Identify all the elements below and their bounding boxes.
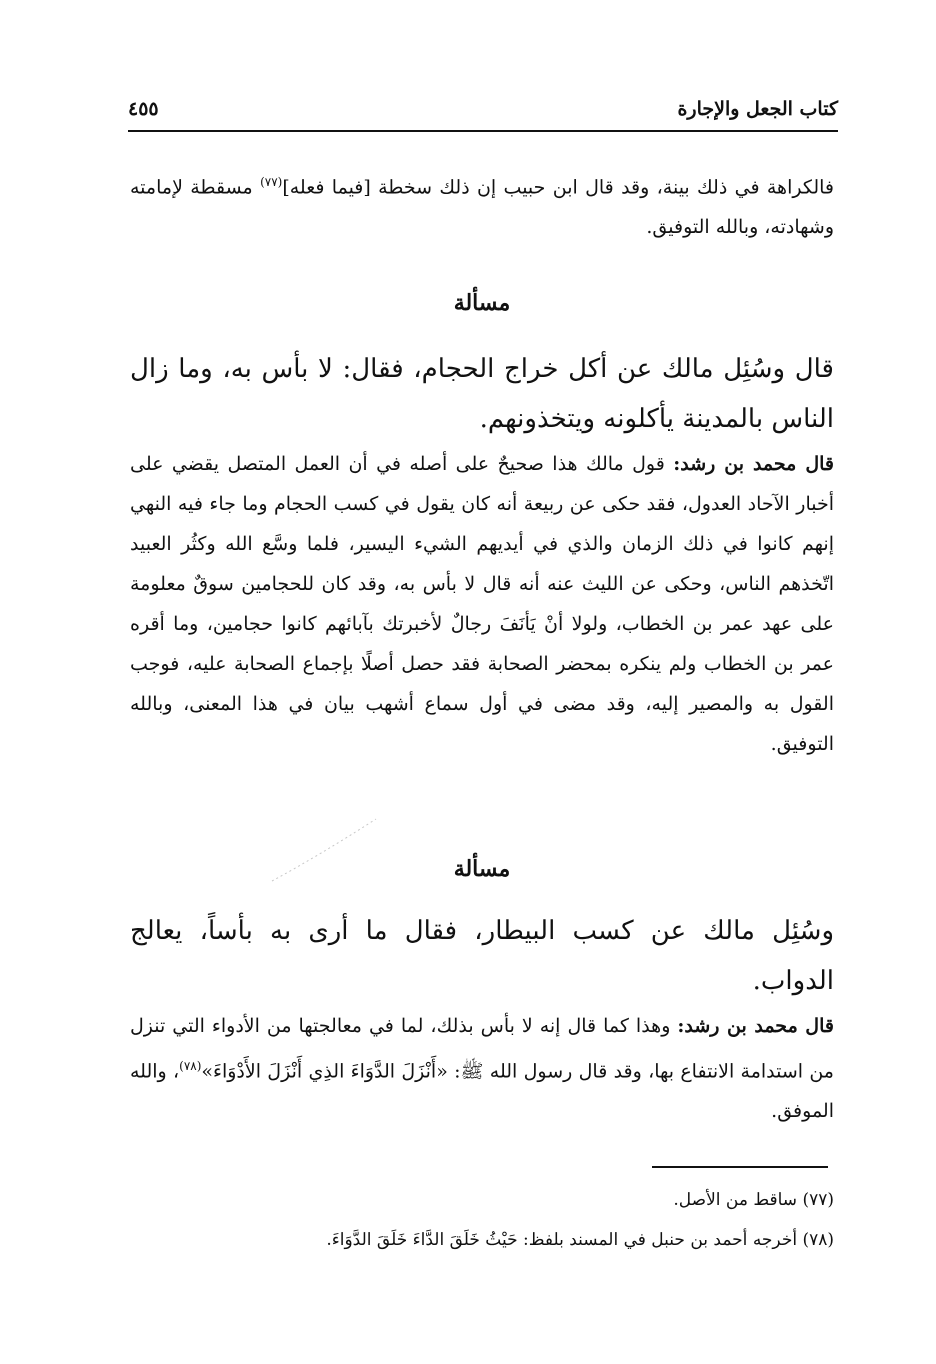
- question-paragraph-1: قال وسُئِل مالك عن أكل خراج الحجام، فقال: لا بأس به، وما زال الناس بالمدينة يأكلونه ويتخذونهم.: [130, 354, 834, 434]
- page-number: ٤٥٥: [128, 98, 159, 120]
- footnotes: [130, 1180, 834, 1260]
- intro-paragraph: [130, 162, 834, 247]
- commentary-text: قول مالك هذا صحيحٌ على أصله في أن العمل المتصل يقضي على أخبار الآحاد العدول، فقد حكى عن ربيعة أنه كان يقول في كسب الحجام وما جاء فيه النهي إنهم كانوا في ذلك الزمان والذي في أيديهم الشيء اليسير، فلما وسَّع الله وكثُر العبيد اتّخذهم الناس، وحكى عن الليث عنه أنه قال لا بأس به، وقد كان للحجامين سوقٌ معلومة على عهد عمر بن الخطاب، ولولا أنْ يَأنَفَ رجالٌ لأخبرتك بآبائهم كانوا حجامين، وما أقره عمر بن الخطاب ولم ينكره بمحضر الصحابة فقد حصل أصلًا بإجماع الصحابة عليه، فوجب القول به والمصير إليه، وقد مضى في أول سماع أشهب بيان في هذا المعنى، وبالله التوفيق.: [130, 453, 834, 755]
- running-header: [128, 96, 838, 132]
- footnote-separator: [652, 1166, 828, 1168]
- question-paragraph-2: وسُئِل مالك عن كسب البيطار، فقال ما أرى به بأساً، يعالج الدواب.: [130, 916, 834, 996]
- commentator-name: قال محمد بن رشد:: [677, 1015, 834, 1037]
- footnote-77: (٧٧) ساقط من الأصل.: [673, 1190, 834, 1210]
- footnote-ref-78[interactable]: (٧٨): [179, 1059, 202, 1073]
- commentary-text-end: ، والله الموفق.: [130, 1060, 834, 1123]
- commentary-paragraph-2: [130, 1006, 834, 1131]
- footnote-ref-77[interactable]: (٧٧): [260, 175, 283, 189]
- section-heading-1: مسألة: [453, 290, 511, 316]
- commentator-name: قال محمد بن رشد:: [673, 453, 834, 475]
- commentary-text: وهذا كما قال إنه لا بأس بذلك، لما في معالجتها من الأدواء التي تنزل من استدامة الانتفاع بها، وقد قال رسول الله ﷺ: «أَنْزَلَ الدَّوَاءَ الذِي أَنْزَلَ الأَدْوَاءَ»: [130, 1015, 834, 1083]
- intro-text: فالكراهة في ذلك بينة، وقد قال ابن حبيب إن ذلك سخطة [فيما فعله]: [282, 176, 834, 199]
- commentary-paragraph-1: [130, 444, 834, 764]
- book-title: كتاب الجعل والإجارة: [677, 98, 838, 120]
- footnote-78: (٧٨) أخرجه أحمد بن حنبل في المسند بلفظ: حَيْثُ خَلَقَ الدَّاءَ خَلَقَ الدَّوَاءَ.: [326, 1230, 834, 1250]
- section-heading-2: مسألة: [453, 856, 511, 882]
- intro-text-end: مسقطة لإمامته وشهادته، وبالله التوفيق.: [130, 176, 834, 239]
